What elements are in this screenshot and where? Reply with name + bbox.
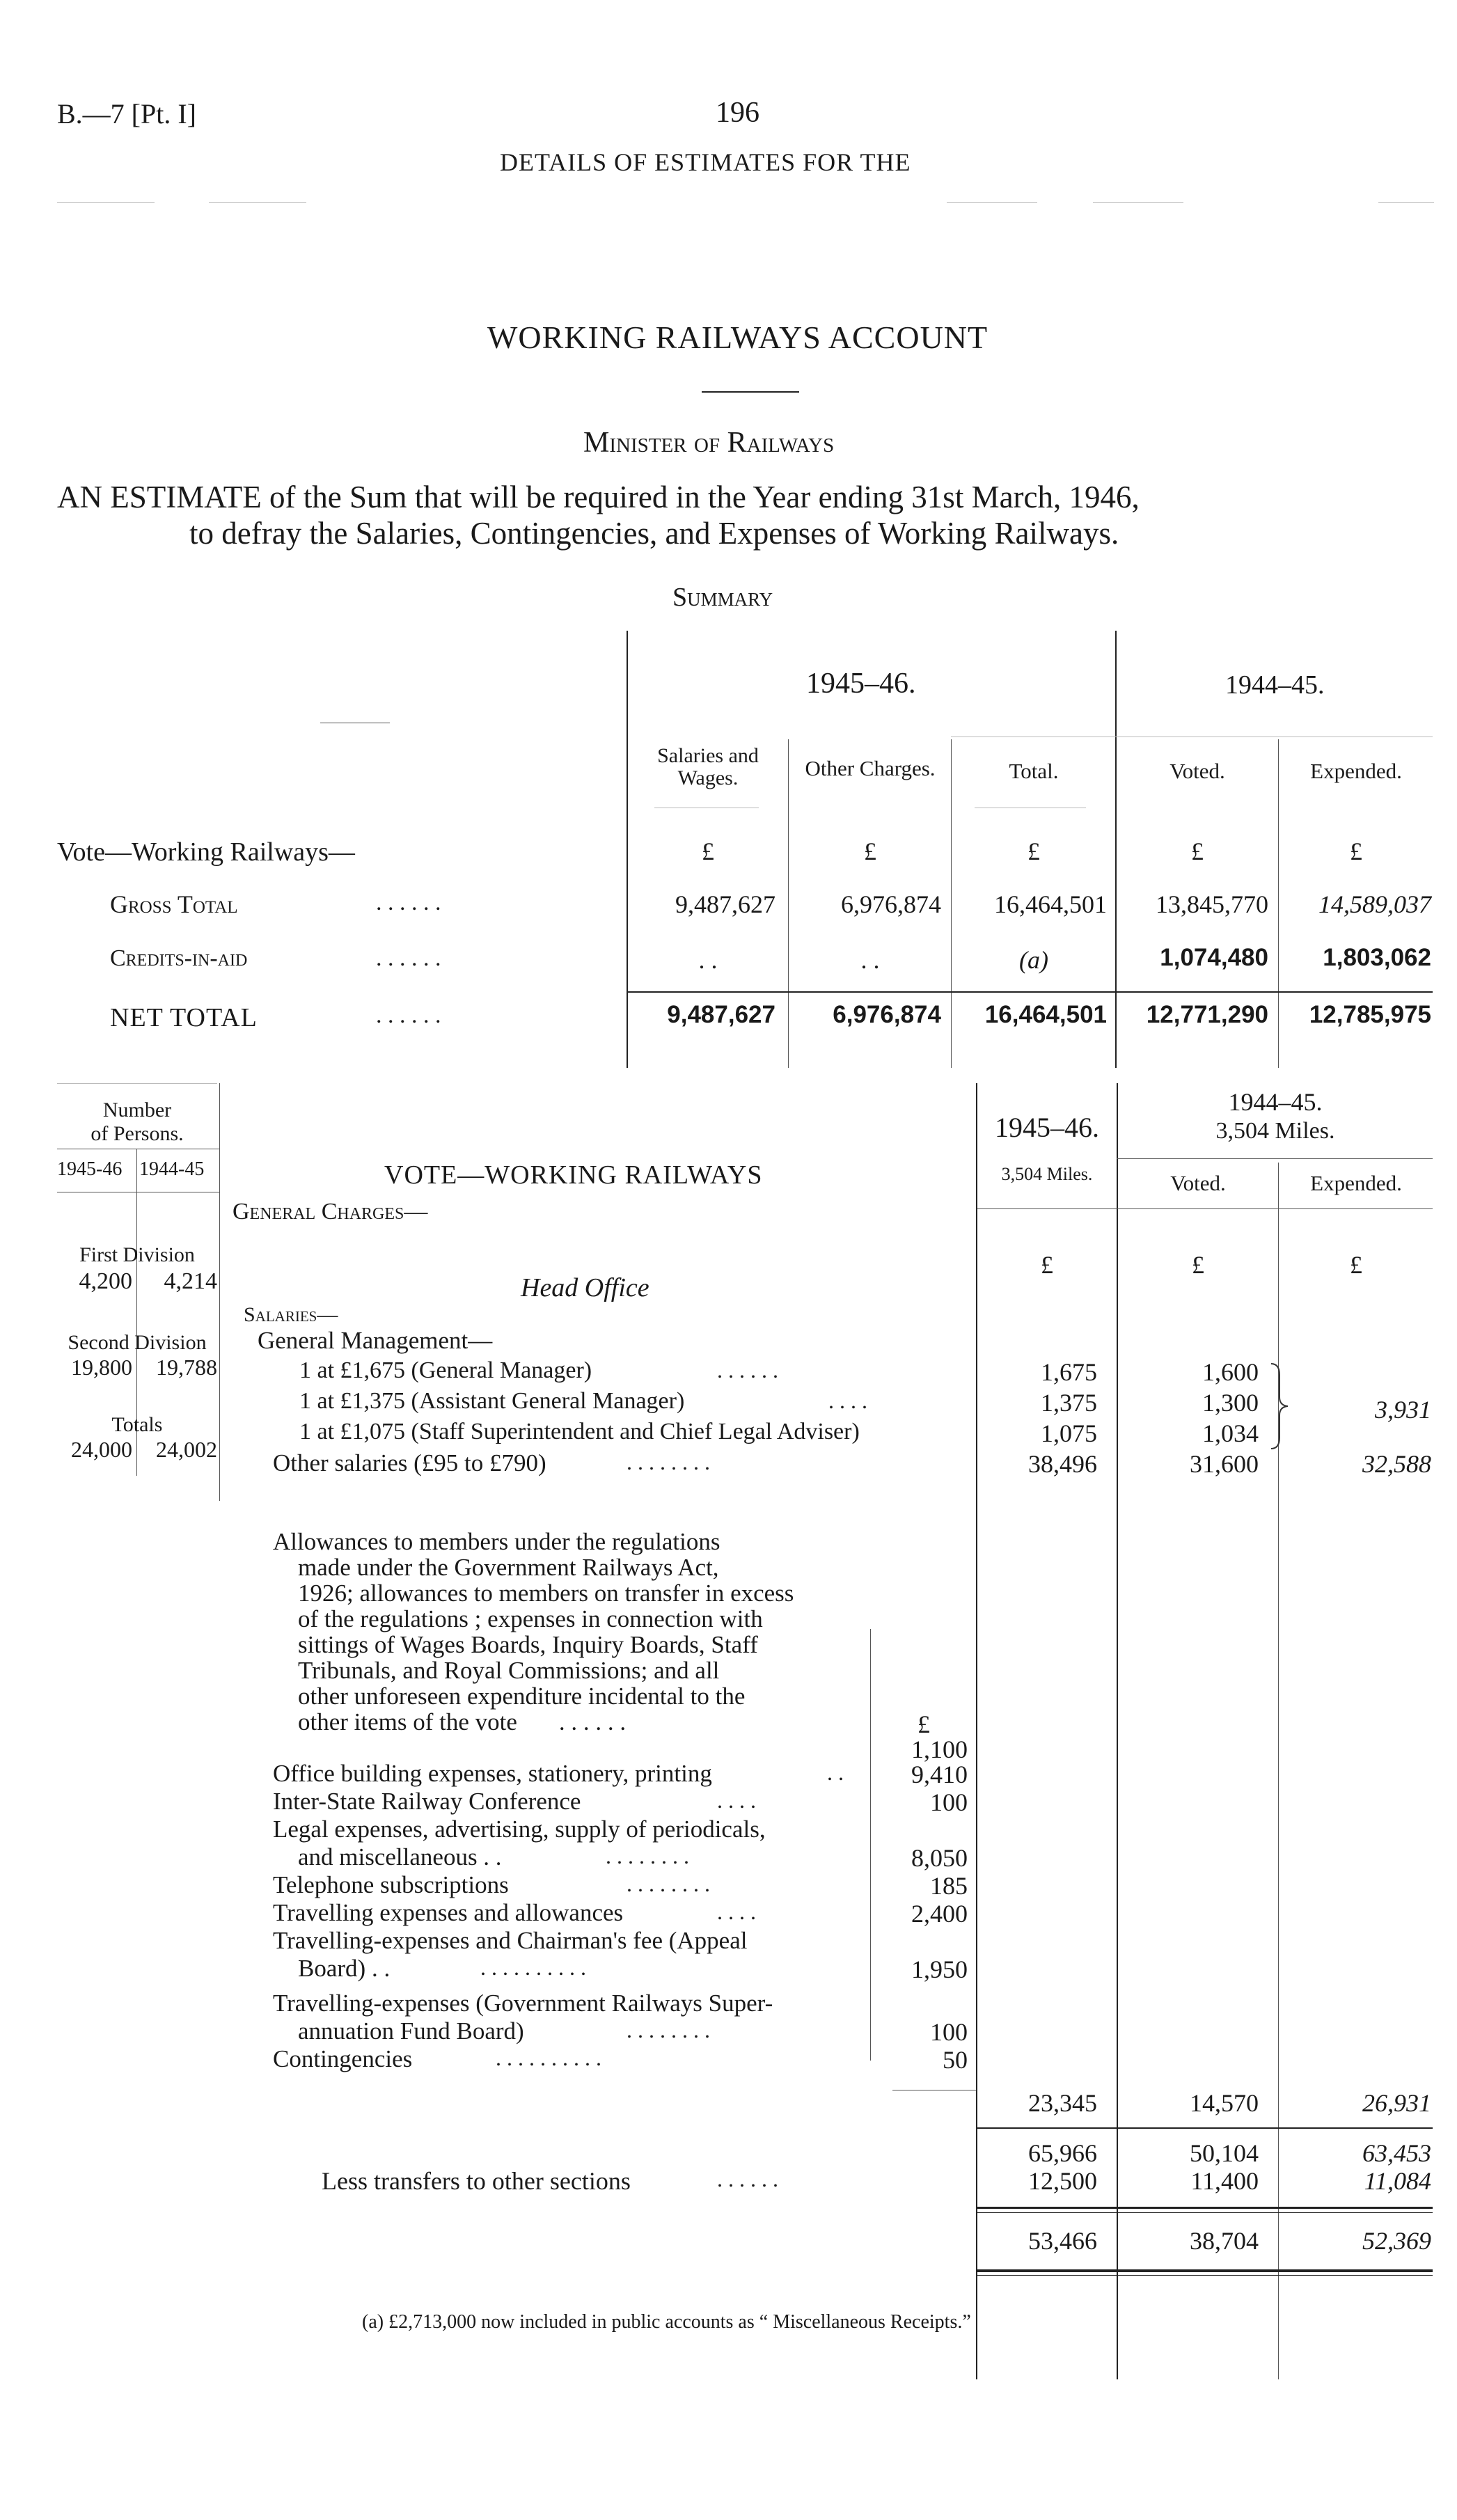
footnote: (a) £2,713,000 now included in public accounts as “ Miscellaneous Receipts.” (362, 2311, 971, 2333)
page-heading: DETAILS OF ESTIMATES FOR THE (500, 148, 911, 176)
net-rule (976, 2207, 1433, 2209)
salary-voted: 1,034 (1202, 1419, 1259, 1447)
salary-label: 1 at £1,675 (General Manager) (299, 1357, 592, 1383)
expense-label-continued: Board) . . (298, 1955, 391, 1982)
credits-voted: 1,074,480 (1160, 944, 1268, 971)
summary-divider (788, 739, 789, 1068)
expense-amount: 1,950 (911, 1955, 968, 1983)
net-total-rule (627, 991, 1433, 993)
page-number: 196 (716, 97, 759, 129)
gross-salaries: 9,487,627 (675, 890, 775, 918)
detail-net-expended: 52,369 (1362, 2227, 1431, 2255)
persons-divider (219, 1083, 220, 1501)
expense-amount: 9,410 (911, 1761, 968, 1788)
detail-net-voted: 38,704 (1190, 2227, 1259, 2255)
salary-group-expended: 3,931 (1375, 1396, 1431, 1424)
detail-expended-header: Expended. (1310, 1171, 1402, 1195)
detail-net-1945: 53,466 (1028, 2227, 1097, 2255)
currency-symbol: £ (1191, 837, 1204, 865)
expense-label: Contingencies (273, 2045, 413, 2072)
net-total-label: NET TOTAL (110, 1003, 258, 1032)
currency-symbol: £ (1192, 1251, 1204, 1279)
first-division-1945: 4,200 (79, 1268, 132, 1294)
salary-label: Other salaries (£95 to £790) (273, 1449, 546, 1476)
detail-header-rule (1117, 1158, 1433, 1159)
col-other-header: Other Charges. (805, 756, 936, 780)
leader-dots: . . . . (717, 1788, 756, 1813)
salary-1945: 1,075 (1041, 1419, 1097, 1447)
net-expended: 12,785,975 (1309, 1001, 1431, 1028)
net-rule (976, 2212, 1433, 2213)
second-division-label: Second Division (68, 1331, 207, 1354)
net-total: 16,464,501 (984, 1001, 1107, 1028)
salary-label: 1 at £1,075 (Staff Superintendent and Chief Legal Adviser) (299, 1419, 860, 1444)
gross-voted: 13,845,770 (1156, 890, 1268, 918)
leader-dots: . . . . . . . . (627, 2017, 710, 2042)
col-1945-header: 1945–46. (995, 1112, 1099, 1143)
first-division-label: First Division (79, 1243, 195, 1266)
leader-dots: . . . . (717, 1899, 756, 1924)
salary-voted: 1,300 (1202, 1389, 1259, 1417)
final-rule (976, 2269, 1433, 2272)
subtotal-1945: 23,345 (1028, 2089, 1097, 2117)
detail-rule (57, 1083, 217, 1084)
persons-year-1944: 1944-45 (139, 1158, 205, 1180)
expense-label: Telephone subscriptions (273, 1871, 509, 1898)
title-rule (702, 391, 799, 393)
estimate-line-2: to defray the Salaries, Contingencies, and Expenses of Working Railways. (189, 516, 1119, 551)
expense-amount: 185 (930, 1872, 968, 1900)
header-rule (1093, 202, 1183, 203)
salary-1945: 1,675 (1041, 1358, 1097, 1386)
col-expended-left (1278, 1163, 1279, 2379)
less-transfers-label: Less transfers to other sections (322, 2167, 631, 2195)
leader-dots: . . . . . . . . (627, 1871, 710, 1896)
credits-salaries: . . (698, 946, 718, 974)
leader-dots: . . (827, 1760, 844, 1785)
currency-symbol: £ (1041, 1251, 1053, 1279)
salary-label: 1 at £1,375 (Assistant General Manager) (299, 1388, 685, 1414)
net-other: 6,976,874 (833, 1001, 941, 1028)
expense-label: Travelling expenses and allowances (273, 1899, 624, 1926)
header-rule (209, 202, 306, 203)
summary-heading: Summary (672, 583, 773, 612)
leader-dots: . . . . . . . . . . (496, 2045, 601, 2070)
expense-amount: 100 (930, 2018, 968, 2046)
currency-symbol: £ (702, 837, 714, 865)
net-salaries: 9,487,627 (667, 1001, 775, 1028)
salary-1945: 1,375 (1041, 1389, 1097, 1417)
salary-voted: 1,600 (1202, 1358, 1259, 1386)
account-title: WORKING RAILWAYS ACCOUNT (487, 320, 989, 355)
detail-gross-voted: 50,104 (1190, 2139, 1259, 2167)
credits-label: Credits-in-aid (110, 945, 248, 971)
expense-label-continued: annuation Fund Board) (298, 2017, 524, 2045)
col-1945-miles: 3,504 Miles. (1001, 1164, 1093, 1184)
detail-voted-header: Voted. (1170, 1171, 1226, 1195)
net-voted: 12,771,290 (1146, 1001, 1268, 1028)
summary-divider (627, 631, 628, 1068)
subtotal-expended: 26,931 (1362, 2089, 1431, 2117)
credits-other: . . (860, 946, 880, 974)
summary-divider (1278, 739, 1279, 1068)
summary-year-current: 1945–46. (806, 668, 916, 700)
gross-total-label: Gross Total (110, 890, 238, 918)
credits-total: (a) (1019, 946, 1048, 974)
col-1944-header: 1944–45. (1228, 1088, 1323, 1116)
currency-symbol: £ (1350, 837, 1362, 865)
vote-label: Vote—Working Railways— (57, 837, 355, 867)
detail-gross-1945: 65,966 (1028, 2139, 1097, 2167)
expense-label-continued: and miscellaneous . . (298, 1843, 502, 1871)
other-salaries-expended: 32,588 (1362, 1450, 1431, 1478)
general-management-label: General Management— (258, 1327, 493, 1354)
transfers-expended: 11,084 (1364, 2167, 1431, 2195)
summary-year-previous: 1944–45. (1225, 670, 1325, 700)
summary-divider (951, 739, 952, 1068)
expense-label: Office building expenses, stationery, printing (273, 1760, 712, 1787)
detail-gross-expended: 63,453 (1362, 2139, 1431, 2167)
expense-amount: 8,050 (911, 1844, 968, 1872)
leader-dots: . . . . . . . . . . (480, 1955, 586, 1980)
header-rule (1378, 202, 1434, 203)
second-division-1945: 19,800 (71, 1355, 132, 1380)
sub-currency-symbol: £ (917, 1710, 930, 1738)
second-division-1944: 19,788 (156, 1355, 217, 1380)
col-1944-miles: 3,504 Miles. (1215, 1118, 1335, 1144)
subtotal-voted: 14,570 (1190, 2089, 1259, 2117)
currency-symbol: £ (1027, 837, 1040, 865)
header-rule (57, 202, 155, 203)
expense-amount: 50 (943, 2046, 968, 2074)
first-division-1944: 4,214 (164, 1268, 217, 1294)
currency-symbol: £ (864, 837, 876, 865)
salary-1945: 38,496 (1028, 1450, 1097, 1478)
transfers-voted: 11,400 (1190, 2167, 1259, 2195)
expense-amount: 2,400 (911, 1900, 968, 1928)
expense-label: Legal expenses, advertising, supply of periodicals, (273, 1816, 766, 1843)
leader-dots: . . . . (828, 1388, 867, 1413)
gross-rule (976, 2127, 1433, 2129)
persons-year-1945: 1945-46 (57, 1158, 123, 1180)
col-salaries-header: Salaries and Wages. (657, 744, 759, 789)
gross-other: 6,976,874 (841, 890, 941, 918)
leader-dots: . . . . . . (717, 1357, 778, 1383)
expense-amount: 100 (930, 1788, 968, 1816)
col-voted-header: Voted. (1169, 759, 1225, 783)
leader-dots: . . . . . . . . (627, 1449, 710, 1474)
allowances-text: Allowances to members under the regulations made under the Government Railways Act, 1926; allowances to members on transfer in excess of the regulations ; expenses in connection with sittings of Wages Boards, Inquiry Boards, Staff Tribunals, and Royal Commissions; and all other unforeseen expenditure incidental to the other items of the vote . . . . . . (273, 1528, 794, 1735)
final-rule (976, 2275, 1433, 2276)
leader-dots: . . . . . . (717, 2166, 778, 2191)
gross-total: 16,464,501 (994, 890, 1107, 918)
general-charges-label: General Charges— (233, 1199, 428, 1224)
allowances-amount: 1,100 (911, 1735, 968, 1763)
leader-dots: . . . . . . . . (606, 1843, 689, 1868)
detail-header-rule (977, 1208, 1433, 1209)
head-office-label: Head Office (521, 1273, 649, 1302)
leader-dots: . . . . . . (376, 945, 441, 971)
expense-label: Travelling-expenses and Chairman's fee (Appeal (273, 1927, 748, 1954)
persons-header: Number of Persons. (90, 1098, 184, 1145)
vote-title: VOTE—WORKING RAILWAYS (384, 1160, 763, 1190)
sub-amount-divider (870, 1629, 871, 2061)
salaries-label: Salaries— (244, 1303, 338, 1326)
totals-1945: 24,000 (71, 1437, 132, 1462)
expense-label: Inter-State Railway Conference (273, 1788, 581, 1815)
header-rule (947, 202, 1037, 203)
expense-label: Travelling-expenses (Government Railways Super- (273, 1990, 773, 2017)
leader-dots: . . . . . . (376, 890, 441, 915)
gross-expended: 14,589,037 (1318, 890, 1431, 918)
totals-1944: 24,002 (156, 1437, 217, 1462)
col-expended-header: Expended. (1310, 759, 1402, 783)
currency-symbol: £ (1350, 1251, 1362, 1279)
leader-dots: . . . . . . (376, 1002, 441, 1028)
col-total-header: Total. (1009, 759, 1059, 783)
transfers-1945: 12,500 (1028, 2167, 1097, 2195)
salary-voted: 31,600 (1190, 1450, 1259, 1478)
totals-label: Totals (111, 1413, 163, 1436)
estimate-line-1: AN ESTIMATE of the Sum that will be required in the Year ending 31st March, 1946, (57, 480, 1140, 514)
page-reference: B.—7 [Pt. I] (57, 98, 196, 129)
credits-expended: 1,803,062 (1323, 944, 1431, 971)
minister-title: Minister of Railways (583, 427, 835, 459)
